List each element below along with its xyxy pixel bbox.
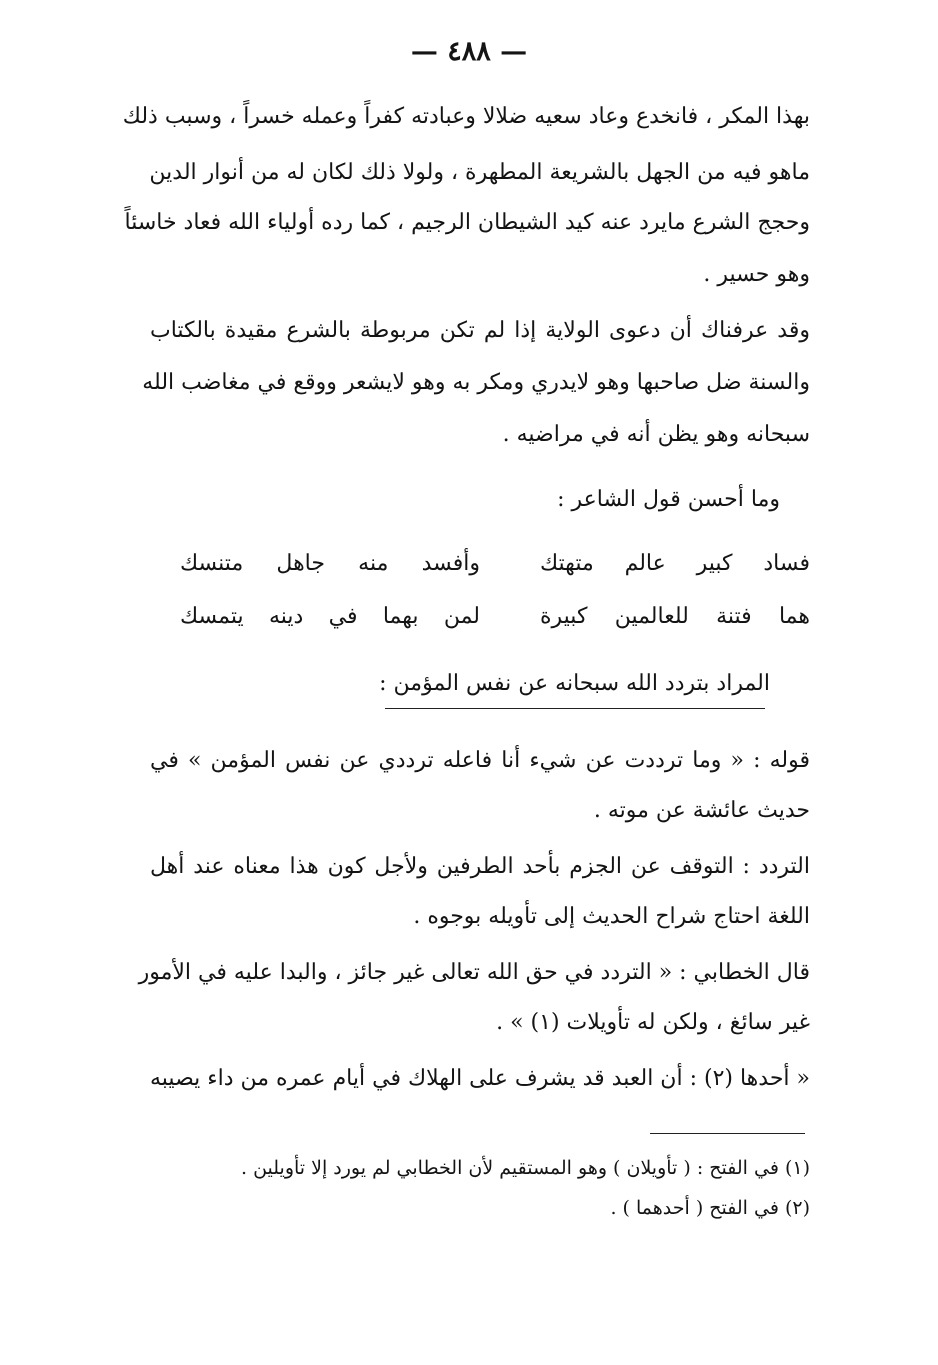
hemistich-first: فساد كبير عالم متهتك: [540, 551, 810, 576]
hemistich-first: هما فتنة للعالمين كبيرة: [540, 604, 810, 629]
text-line: سبحانه وهو يظن أنه في مراضيه .: [502, 422, 810, 447]
text-line: وما أحسن قول الشاعر :: [557, 487, 780, 512]
text-line: اللغة احتاج شراح الحديث إلى تأويله بوجوه .: [413, 904, 810, 929]
text-line: حديث عائشة عن موته .: [593, 798, 810, 823]
text-line: قال الخطابي : « التردد في حق الله تعالى غير جائز ، والبدا عليه في الأمور: [138, 960, 810, 985]
text-line: وقد عرفناك أن دعوى الولاية إذا لم تكن مربوطة بالشرع مقيدة بالكتاب: [150, 318, 810, 343]
text-line: قوله : « وما ترددت عن شيء أنا فاعله ترددي عن نفس المؤمن » في: [150, 748, 810, 773]
footnote: (١) في الفتح : ( تأويلان ) وهو المستقيم لأن الخطابي لم يورد إلا تأويلين .: [240, 1157, 810, 1179]
subheading-underline: [385, 708, 765, 709]
page-number: — ٤٨٨ —: [410, 36, 528, 67]
poem-verse: [150, 551, 810, 591]
text-line: والسنة ضل صاحبها وهو لايدري ومكر به وهو لايشعر ووقع في مغاضب الله: [142, 370, 810, 395]
text-line: ماهو فيه من الجهل بالشريعة المطهرة ، ولولا ذلك لكان له من أنوار الدين: [149, 160, 810, 185]
footnote: (٢) في الفتح ( أحدهما ) .: [610, 1197, 810, 1219]
section-subheading: المراد بتردد الله سبحانه عن نفس المؤمن :: [379, 671, 770, 696]
hemistich-second: لمن بهما في دينه يتمسك: [180, 604, 480, 629]
text-line: وهو حسير .: [703, 262, 810, 287]
text-line: التردد : التوقف عن الجزم بأحد الطرفين ولأجل كون هذا معناه عند أهل: [150, 854, 810, 879]
footnote-separator: [650, 1133, 805, 1134]
text-line: غير سائغ ، ولكن له تأويلات (١) » .: [496, 1010, 810, 1035]
text-line: بهذا المكر ، فانخدع وعاد سعيه ضلالا وعبادته كفراً وعمله خسراً ، وسبب ذلك: [122, 104, 810, 129]
text-line: « أحدها (٢) : أن العبد قد يشرف على الهلاك في أيام عمره من داء يصيبه: [150, 1066, 810, 1091]
hemistich-second: وأفسد منه جاهل متنسك: [180, 551, 480, 576]
text-line: وحجج الشرع مايرد عنه كيد الشيطان الرجيم ، كما رده أولياء الله فعاد خاسئاً: [124, 210, 810, 235]
poem-verse: [150, 604, 810, 644]
